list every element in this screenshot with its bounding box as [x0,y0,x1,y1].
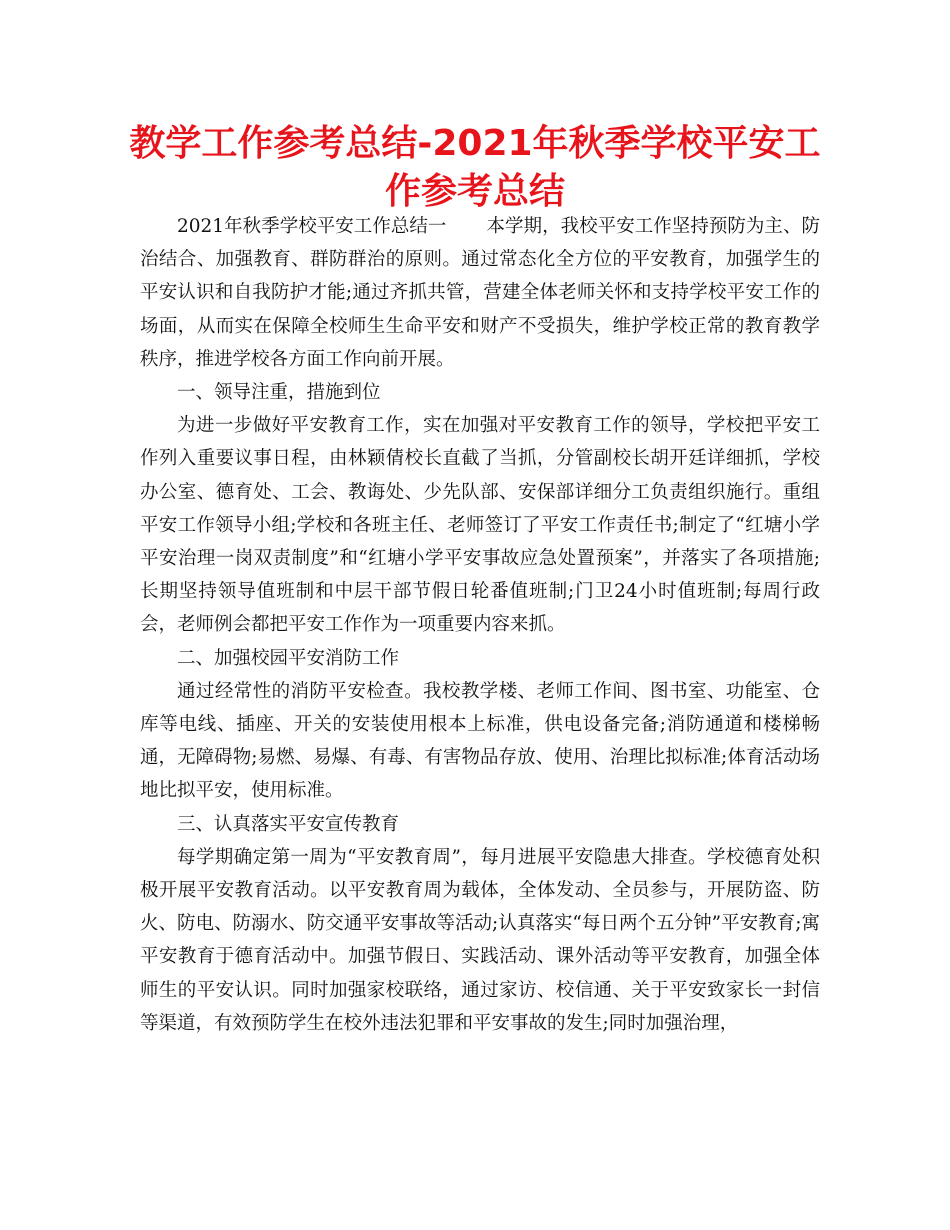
section-1-body: 为进一步做好平安教育工作，实在加强对平安教育工作的领导，学校把平安工作列入重要议事日程，由林颖倩校长直截了当抓，分管副校长胡开廷详细抓，学校办公室、德育处、工会、教诲处、少先队部、安保部详细分工负责组织施行。重组平安工作领导小组;学校和各班主任、老师签订了平安工作责任书;制定了“红塘小学平安治理一岗双责制度”和“红塘小学平安事故应急处置预案”，并落实了各项措施;长期坚持领导值班制和中层干部节假日轮番值班制;门卫24小时值班制;每周行政会，老师例会都把平安工作作为一项重要内容来抓。 [140,415,820,636]
section-3-heading: 三、认真落实平安宣传教育 [177,813,400,835]
section-3-body: 每学期确定第一周为“平安教育周”，每月进展平安隐患大排查。学校德育处积极开展平安教育活动。以平安教育周为载体，全体发动、全员参与，开展防盗、防火、防电、防溺水、防交通平安事故等活动;认真落实“每日两个五分钟”平安教育;寓平安教育于德育活动中。加强节假日、实践活动、课外活动等平安教育，加强全体师生的平安认识。同时加强家校联络，通过家访、校信通、关于平安致家长一封信等渠道，有效预防学生在校外违法犯罪和平安事故的发生;同时加强治理， [140,846,820,1034]
section-2-body: 通过经常性的消防平安检查。我校教学楼、老师工作间、图书室、功能室、仓库等电线、插座、开关的安装使用根本上标准，供电设备完备;消防通道和楼梯畅通，无障碍物;易燃、易爆、有毒、有害物品存放、使用、治理比拟标准;体育活动场地比拟平安，使用标准。 [140,680,820,802]
intro-body: 本学期，我校平安工作坚持预防为主、防治结合、加强教育、群防群治的原则。通过常态化全方位的平安教育，加强学生的平安认识和自我防护才能;通过齐抓共管，营建全体老师关怀和支持学校平安工作的场面，从而实在保障全校师生生命平安和财产不受损失，维护学校正常的教育教学秩序，推进学校各方面工作向前开展。 [140,216,820,370]
section-1-heading: 一、领导注重，措施到位 [177,382,381,404]
document-body [140,210,820,1040]
intro-paragraph [140,210,820,376]
document-title: 教学工作参考总结-2021年秋季学校平安工作参考总结 [129,123,821,212]
section-2-heading: 二、加强校园平安消防工作 [177,647,400,669]
intro-heading: 2021年秋季学校平安工作总结一 [177,216,447,237]
